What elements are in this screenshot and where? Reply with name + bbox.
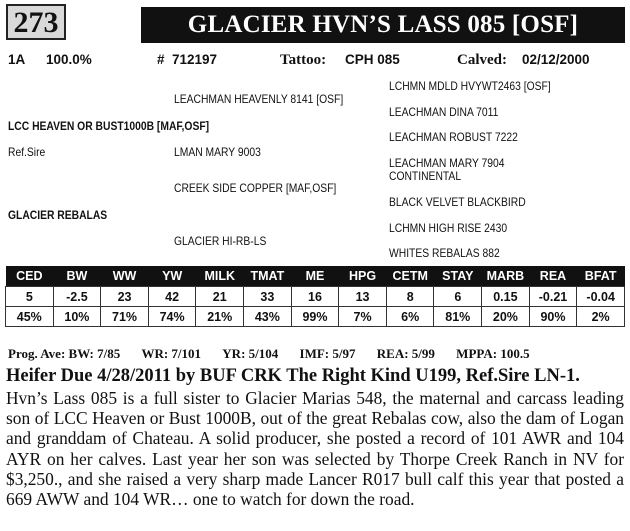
epd-value: 33 [244, 287, 292, 307]
epd-value: -0.04 [577, 287, 625, 307]
progeny-bw: Prog. Ave: BW: 7/85 [8, 346, 121, 361]
tattoo-label: Tattoo: [280, 52, 327, 68]
epd-percent: 45% [6, 307, 54, 327]
g3-ancestor: LEACHMAN ROBUST 7222 [389, 130, 518, 144]
epd-value: 8 [386, 287, 434, 307]
epd-percent: 2% [577, 307, 625, 327]
epd-value: -2.5 [53, 287, 101, 307]
registration-label: # [157, 52, 165, 67]
epd-value: 23 [101, 287, 149, 307]
epd-header: MARB [482, 266, 530, 287]
epd-percent: 6% [386, 307, 434, 327]
sire-sire: LEACHMAN HEAVENLY 8141 [OSF] [174, 92, 344, 106]
epd-percent-row [6, 307, 625, 327]
progeny-mppa: MPPA: 100.5 [456, 346, 530, 361]
epd-value: 5 [6, 287, 54, 307]
dam-sire: CREEK SIDE COPPER [MAF,OSF] [174, 181, 337, 195]
epd-percent: 21% [196, 307, 244, 327]
epd-percent: 90% [529, 307, 577, 327]
epd-value: 0.15 [482, 287, 530, 307]
epd-value-row [6, 287, 625, 307]
g3-ancestor: WHITES REBALAS 882 [389, 246, 500, 260]
registration-number: 712197 [172, 52, 218, 67]
epd-header: CETM [386, 266, 434, 287]
epd-value: 21 [196, 287, 244, 307]
g3-ancestor: BLACK VELVET BLACKBIRD [389, 195, 526, 209]
epd-percent: 99% [291, 307, 339, 327]
g3-ancestor: LEACHMAN DINA 7011 [389, 105, 499, 119]
progeny-wr: WR: 7/101 [141, 346, 202, 361]
calved-date: 02/12/2000 [522, 52, 590, 67]
epd-percent: 74% [148, 307, 196, 327]
epd-header: STAY [434, 266, 482, 287]
epd-value: 16 [291, 287, 339, 307]
epd-value: 42 [148, 287, 196, 307]
progeny-imf: IMF: 5/97 [299, 346, 356, 361]
ref-sire-label: Ref.Sire [8, 145, 46, 159]
epd-percent: 7% [339, 307, 387, 327]
epd-header: BW [53, 266, 101, 287]
epd-table [5, 266, 625, 327]
epd-header: YW [148, 266, 196, 287]
epd-header: CED [6, 266, 54, 287]
epd-value: 13 [339, 287, 387, 307]
lot-code: 1A [8, 52, 26, 67]
epd-percent: 81% [434, 307, 482, 327]
epd-header: REA [529, 266, 577, 287]
g3-ancestor: LCHMN MDLD HVYWT2463 [OSF] [389, 79, 551, 93]
percent-value: 100.0% [46, 52, 92, 67]
lot-number: 273 [6, 4, 66, 40]
epd-header: TMAT [244, 266, 292, 287]
epd-percent: 20% [482, 307, 530, 327]
epd-percent: 10% [53, 307, 101, 327]
epd-value: -0.21 [529, 287, 577, 307]
epd-header: ME [291, 266, 339, 287]
epd-header: MILK [196, 266, 244, 287]
description: Hvn’s Lass 085 is a full sister to Glacier Marias 548, the maternal and carcass leading son of LCC Heaven or Bust 1000B, out of the great Rebalas cow, also the dam of Logan and granddam of Chateau. A solid producer, she posted a record of 101 AWR and 104 AYR on her calves. Last year her son was selected by Thorpe Creek Ranch in NV for $3,250., and she raised a very sharp made Lancer R017 bull calf this year that posted a 669 AWW and 104 WR… one to watch for down the road. [6, 388, 624, 510]
sire: LCC HEAVEN OR BUST1000B [MAF,OSF] [8, 119, 210, 133]
g3-ancestor: LEACHMAN MARY 7904 [389, 156, 505, 170]
dam: GLACIER REBALAS [8, 208, 108, 222]
headline: Heifer Due 4/28/2011 by BUF CRK The Right Kind U199, Ref.Sire LN-1. [6, 366, 580, 386]
epd-percent: 71% [101, 307, 149, 327]
progeny-yr: YR: 5/104 [222, 346, 279, 361]
dam-dam: GLACIER HI-RB-LS [174, 234, 267, 248]
g3-ancestor: LCHMN HIGH RISE 2430 [389, 221, 508, 235]
epd-value: 6 [434, 287, 482, 307]
progeny-rea: REA: 5/99 [376, 346, 435, 361]
sire-dam: LMAN MARY 9003 [174, 145, 261, 159]
animal-name: GLACIER HVN’S LASS 085 [OSF] [141, 7, 625, 43]
epd-header: HPG [339, 266, 387, 287]
epd-header-row [6, 266, 625, 287]
epd-header: WW [101, 266, 149, 287]
calved-label: Calved: [457, 52, 507, 68]
tattoo-value: CPH 085 [345, 52, 400, 67]
epd-header: BFAT [577, 266, 625, 287]
progeny-averages [8, 346, 548, 362]
g3-ancestor: CONTINENTAL [389, 169, 462, 183]
epd-percent: 43% [244, 307, 292, 327]
